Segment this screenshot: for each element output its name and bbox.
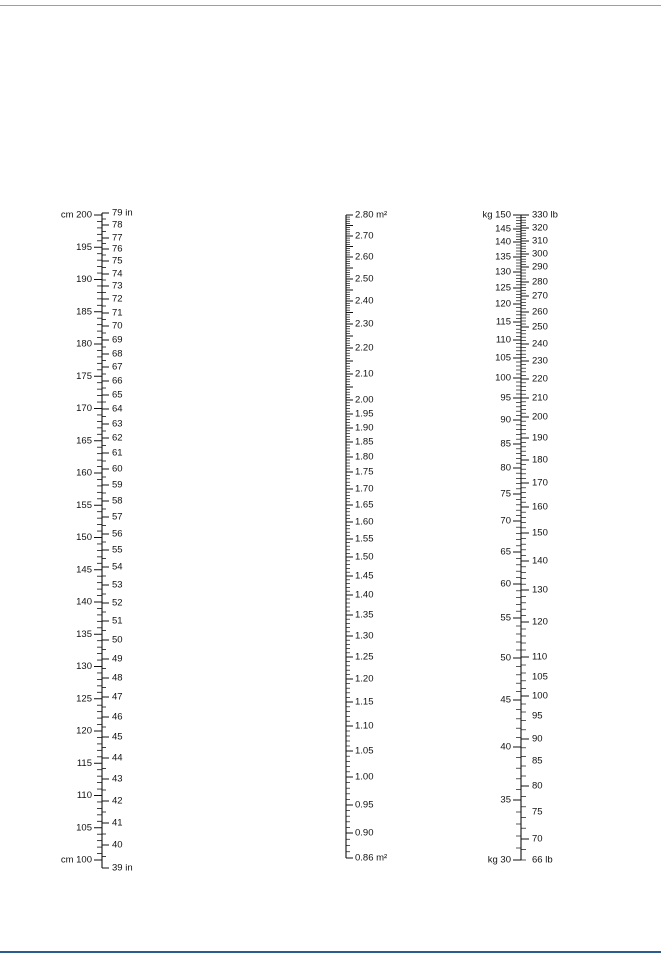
weight-kg-label: 130 (495, 266, 511, 278)
surface-area-label: 2.60 (355, 251, 374, 263)
height-in-label: 62 (112, 432, 123, 444)
surface-area-label: 2.40 (355, 295, 374, 307)
height-in-label: 71 (112, 307, 123, 319)
weight-kg-label: 140 (495, 236, 511, 248)
height-in-label: 39 in (112, 862, 133, 874)
height-in-label: 67 (112, 361, 123, 373)
surface-area-scale (346, 210, 387, 864)
weight-kg-label: 115 (495, 316, 511, 328)
weight-kg-label: 80 (500, 462, 511, 474)
height-in-label: 44 (112, 752, 123, 764)
height-in-label: 54 (112, 561, 123, 573)
height-cm-label: cm 100 (60, 854, 92, 866)
weight-lb-label: 100 (532, 690, 548, 702)
height-in-label: 64 (112, 403, 123, 415)
surface-area-label: 1.80 (355, 451, 374, 463)
weight-kg-label: 55 (500, 612, 511, 624)
weight-kg-label: 145 (495, 223, 511, 235)
height-in-label: 66 (112, 375, 123, 387)
surface-area-label: 0.95 (355, 799, 374, 811)
height-cm-label: 135 (76, 628, 92, 640)
weight-kg-label: 135 (495, 251, 511, 263)
weight-lb-label: 230 (532, 355, 548, 367)
weight-lb-label: 220 (532, 373, 548, 385)
height-in-label: 58 (112, 495, 123, 507)
weight-lb-label: 95 (532, 710, 543, 722)
height-cm-label: 155 (76, 499, 92, 511)
weight-lb-label: 240 (532, 338, 548, 350)
height-cm-label: 160 (76, 467, 92, 479)
weight-lb-label: 90 (532, 733, 543, 745)
height-in-label: 53 (112, 579, 123, 591)
weight-lb-label: 280 (532, 276, 548, 288)
height-cm-label: 195 (76, 241, 92, 253)
weight-lb-label: 85 (532, 755, 543, 767)
height-in-label: 63 (112, 418, 123, 430)
weight-lb-label: 75 (532, 806, 543, 818)
weight-kg-label: 85 (500, 438, 511, 450)
weight-lb-label: 66 lb (532, 854, 553, 866)
height-cm-label: 115 (76, 757, 92, 769)
height-cm-label: 185 (76, 306, 92, 318)
height-cm-label: 170 (76, 403, 92, 415)
surface-area-label: 1.45 (355, 570, 374, 582)
surface-area-label: 2.30 (355, 318, 374, 330)
weight-lb-label: 190 (532, 432, 548, 444)
height-in-label: 46 (112, 711, 123, 723)
surface-area-label: 1.40 (355, 589, 374, 601)
surface-area-label: 1.60 (355, 516, 374, 528)
height-in-label: 55 (112, 544, 123, 556)
surface-area-label: 1.35 (355, 609, 374, 621)
height-in-label: 57 (112, 511, 123, 523)
weight-kg-label: 110 (495, 334, 511, 346)
surface-area-label: 1.95 (355, 408, 374, 420)
height-in-label: 50 (112, 634, 123, 646)
weight-lb-label: 320 (532, 222, 548, 234)
surface-area-label: 1.30 (355, 630, 374, 642)
surface-area-label: 1.70 (355, 483, 374, 495)
weight-lb-label: 260 (532, 306, 548, 318)
weight-lb-label: 200 (532, 411, 548, 423)
height-in-label: 78 (112, 219, 123, 231)
height-in-label: 79 in (112, 207, 133, 219)
height-cm-label: 190 (76, 274, 92, 286)
height-in-label: 77 (112, 232, 123, 244)
height-in-label: 60 (112, 463, 123, 475)
weight-lb-label: 250 (532, 321, 548, 333)
weight-kg-label: kg 30 (487, 854, 511, 866)
height-in-label: 43 (112, 773, 123, 785)
height-in-label: 56 (112, 528, 123, 540)
weight-lb-label: 105 (532, 671, 548, 683)
weight-kg-label: 35 (500, 794, 511, 806)
height-cm-label: 125 (76, 693, 92, 705)
height-cm-label: 140 (76, 596, 92, 608)
weight-lb-label: 130 (532, 584, 548, 596)
weight-lb-label: 110 (532, 651, 548, 663)
height-in-label: 69 (112, 334, 123, 346)
height-in-label: 59 (112, 479, 123, 491)
surface-area-label: 1.55 (355, 533, 374, 545)
surface-area-label: 2.10 (355, 368, 374, 380)
surface-area-label: 1.10 (355, 720, 374, 732)
weight-kg-label: 120 (495, 298, 511, 310)
height-in-label: 40 (112, 839, 123, 851)
surface-area-label: 1.90 (355, 422, 374, 434)
height-cm-label: 165 (76, 435, 92, 447)
weight-lb-label: 140 (532, 555, 548, 567)
surface-area-label: 1.75 (355, 466, 374, 478)
weight-lb-label: 80 (532, 780, 543, 792)
surface-area-label: 2.20 (355, 342, 374, 354)
weight-kg-label: 125 (495, 282, 511, 294)
height-cm-label: 130 (76, 661, 92, 673)
weight-kg-label: 75 (500, 488, 511, 500)
surface-area-label: 2.00 (355, 394, 374, 406)
weight-kg-label: 45 (500, 694, 511, 706)
height-in-label: 52 (112, 597, 123, 609)
weight-kg-label: 100 (495, 372, 511, 384)
weight-kg-label: 60 (500, 578, 511, 590)
weight-kg-label: kg 150 (482, 209, 511, 221)
height-in-label: 51 (112, 615, 123, 627)
weight-lb-label: 70 (532, 833, 543, 845)
surface-area-label: 1.85 (355, 436, 374, 448)
weight-lb-label: 290 (532, 261, 548, 273)
surface-area-label: 1.15 (355, 696, 374, 708)
height-in-label: 74 (112, 268, 123, 280)
surface-area-label: 1.50 (355, 551, 374, 563)
height-in-label: 75 (112, 255, 123, 267)
weight-kg-label: 65 (500, 546, 511, 558)
height-in-label: 49 (112, 653, 123, 665)
weight-kg-label: 95 (500, 392, 511, 404)
height-in-label: 41 (112, 817, 123, 829)
height-cm-label: 105 (76, 822, 92, 834)
height-in-label: 61 (112, 447, 123, 459)
surface-area-label: 0.86 m² (355, 852, 388, 864)
height-cm-label: 175 (76, 370, 92, 382)
weight-lb-label: 150 (532, 527, 548, 539)
height-in-label: 42 (112, 795, 123, 807)
height-cm-label: 180 (76, 338, 92, 350)
height-in-label: 47 (112, 691, 123, 703)
surface-area-label: 1.20 (355, 673, 374, 685)
weight-lb-label: 300 (532, 248, 548, 260)
weight-scale (482, 210, 557, 866)
weight-lb-label: 310 (532, 235, 548, 247)
height-scale (61, 208, 133, 874)
height-cm-label: 120 (76, 725, 92, 737)
surface-area-label: 0.90 (355, 827, 374, 839)
weight-kg-label: 40 (500, 741, 511, 753)
weight-lb-label: 120 (532, 616, 548, 628)
surface-area-label: 1.05 (355, 745, 374, 757)
height-in-label: 70 (112, 320, 123, 332)
surface-area-label: 2.80 m² (355, 209, 388, 221)
weight-kg-label: 105 (495, 352, 511, 364)
surface-area-label: 2.50 (355, 273, 374, 285)
height-in-label: 48 (112, 672, 123, 684)
height-in-label: 45 (112, 731, 123, 743)
weight-lb-label: 170 (532, 477, 548, 489)
weight-lb-label: 160 (532, 501, 548, 513)
bottom-rule (0, 951, 661, 953)
weight-lb-label: 330 lb (532, 209, 558, 221)
weight-lb-label: 270 (532, 290, 548, 302)
surface-area-label: 1.25 (355, 651, 374, 663)
weight-kg-label: 70 (500, 515, 511, 527)
height-in-label: 72 (112, 293, 123, 305)
height-in-label: 68 (112, 348, 123, 360)
height-in-label: 76 (112, 243, 123, 255)
weight-lb-label: 210 (532, 392, 548, 404)
height-cm-label: 150 (76, 532, 92, 544)
weight-kg-label: 50 (500, 652, 511, 664)
surface-area-label: 2.70 (355, 230, 374, 242)
weight-kg-label: 90 (500, 414, 511, 426)
height-cm-label: 145 (76, 564, 92, 576)
weight-lb-label: 180 (532, 454, 548, 466)
surface-area-label: 1.65 (355, 499, 374, 511)
surface-area-label: 1.00 (355, 771, 374, 783)
height-in-label: 65 (112, 389, 123, 401)
height-cm-label: 110 (76, 790, 92, 802)
height-in-label: 73 (112, 280, 123, 292)
height-cm-label: cm 200 (60, 209, 92, 221)
